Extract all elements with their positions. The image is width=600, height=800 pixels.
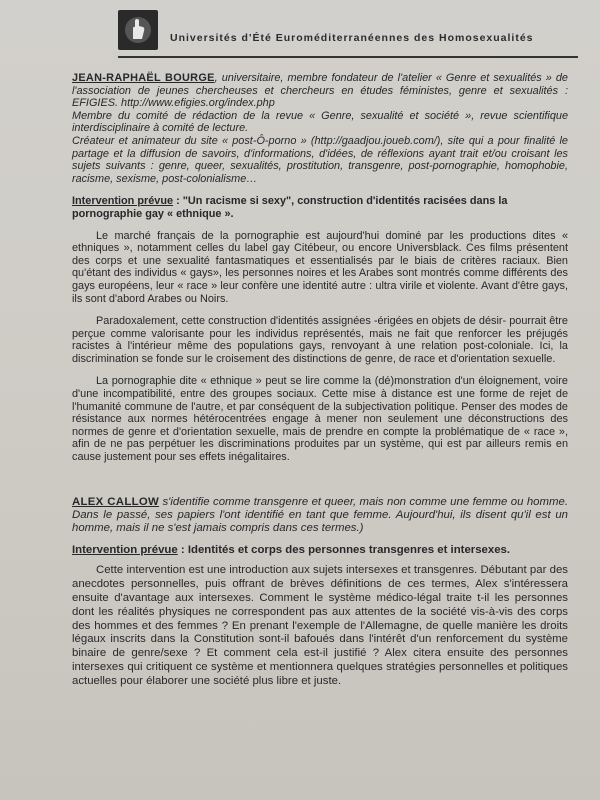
speaker1-paragraph-1: Le marché français de la pornographie est aujourd'hui dominé par les productions dites « ethniques », notamment celles du label gay Citébeur, ou encore Universblack. Ces films présentent des corps et une sexualité fantasmatiques et essentialisés par le biais de critères raciaux. Bien qu'étant des individus « gays», les personnes noires et les Arabes sont montrés comme différents des gays européens, leur « race » leur confère une identité autre : ultra virile et violente. Avant d'être gays, ils sont d'abord Arabes ou Noirs. xyxy=(72,229,568,305)
speaker1-bio-line-1: universitaire, membre fondateur de l'atelier « Genre et sexualités » de l'association de jeunes chercheuses et chercheurs en études féministes, genre et sexualités : EFIGIES. http://www.efigies.org/index.php xyxy=(72,72,568,110)
speaker1-paragraph-2: Paradoxalement, cette construction d'identités assignées -érigées en objets de désir- pourrait être perçue comme valorisante pour les individus représentés, mais ne fait que renforcer les préjugés racistes à l'intérieur même des populations gays, renvoyant à une relation post-coloniale. Ici, la discrimination se fonde sur le croisement des distinctions de genre, de race et d'orientation sexuelle. xyxy=(72,315,568,365)
page-header xyxy=(118,8,578,58)
speaker1-bio-line-2: Membre du comité de rédaction de la revue « Genre, sexualité et société », revue scientifique interdisciplinaire à comité de lecture. xyxy=(72,109,568,135)
speaker2-intervention-label: Intervention prévue xyxy=(72,543,178,556)
speaker2-intervention xyxy=(72,544,568,557)
speaker2-bio-text: s'identifie comme transgenre et queer, mais non comme une femme ou homme. Dans le passé, ses papiers l'ont identifié en tant que femme. Aujourd'hui, ils disent qu'il est un homme, mais il ne s'est jamais compris dans ces termes.) xyxy=(72,495,568,535)
speaker1-name: JEAN-RAPHAËL BOURGE xyxy=(72,72,215,84)
speaker2-bio xyxy=(72,496,568,536)
header-title: Universités d'Été Euroméditerranéennes des Homosexualités xyxy=(170,32,534,44)
speaker1-intervention-title: : "Un racisme si sexy", construction d'identités racisées dans la pornographie gay « ethnique ». xyxy=(72,195,508,220)
speaker1-intervention-label: Intervention prévue xyxy=(72,195,174,208)
speaker1-intervention xyxy=(72,195,568,220)
document-content xyxy=(72,72,568,689)
hand-logo-icon xyxy=(118,10,158,50)
speaker2-intervention-title: : Identités et corps des personnes transgenres et intersexes. xyxy=(177,543,511,556)
speaker2-name: ALEX CALLOW xyxy=(72,495,160,508)
section-gap xyxy=(72,474,568,496)
speaker1-bio: JEAN-RAPHAËL BOURGE, universitaire, membre fondateur de l'atelier « Genre et sexualités » de l'association de jeunes chercheuses et chercheurs en études féministes, genre et sexualités : EFIGIES. http://www.efigies.org/index.php Membre du comité de rédaction de la revue « Genre, sexualité et société », revue scientifique interdisciplinaire à comité de lecture. Créateur et animateur du site « post-Ô-porno » (http://gaadjou.joueb.com/), site qui a pour finalité le partage et la diffusion de savoirs, d'informations, d'idées, de réflexions ayant trait et/ou croisant les sujets suivants : genre, queer, sexualités, prostitution, transgenre, post-pornographie, homophobie, racisme, sexisme, post-colonialisme… xyxy=(72,72,568,185)
header-divider xyxy=(118,56,578,58)
speaker1-paragraph-3: La pornographie dite « ethnique » peut se lire comme la (dé)monstration d'un éloignement, voire d'une incompatibilité, entre des groupes sociaux. Cette mise à distance est une forme de rejet de l'humanité commune de l'autre, et par conséquent de la subjectivation politique. Penser des modes de résistance aux normes hétérocentrées engage à mener non seulement une déconstructions des normes de genre et d'orientation sexuelle, mais de prendre en compte la problématique de « race », afin de ne pas perpétuer les discriminations produites par un système, qui est par ailleurs remis en cause justement pour ses effets inégalitaires. xyxy=(72,375,568,464)
speaker1-bio-line-3: Créateur et animateur du site « post-Ô-porno » (http://gaadjou.joueb.com/), site qui a pour finalité le partage et la diffusion de savoirs, d'informations, d'idées, de réflexions ayant trait et/ou croisant les sujets suivants : genre, queer, sexualités, prostitution, transgenre, post-pornographie, homophobie, racisme, sexisme, post-colonialisme… xyxy=(72,134,568,185)
speaker2-paragraph: Cette intervention est une introduction aux sujets intersexes et transgenres. Débutant par des anecdotes personnelles, puis offrant de brèves définitions de ces termes, Alex s'intéressera ensuite d'avantage aux intersexes. Comment le système médico-légal traite t-il les personnes dont les réalités physiques ne correspondent pas aux attentes de la société vis-à-vis des corps des hommes et des femmes ? En prenant l'exemple de l'Allemagne, de quelle manière les droits légaux inscrits dans la Constitution sont-il bafoués dans l'intérêt d'un renforcement du système binaire de genre/sexe ? Et comment cela est-il justifié ? Alex citera ensuite des personnes intersexes qui critiquent ce système et mentionnera quelques stratégies personnelles et politiques actuelles pour élaborer une société plus libre et juste. xyxy=(72,564,568,687)
